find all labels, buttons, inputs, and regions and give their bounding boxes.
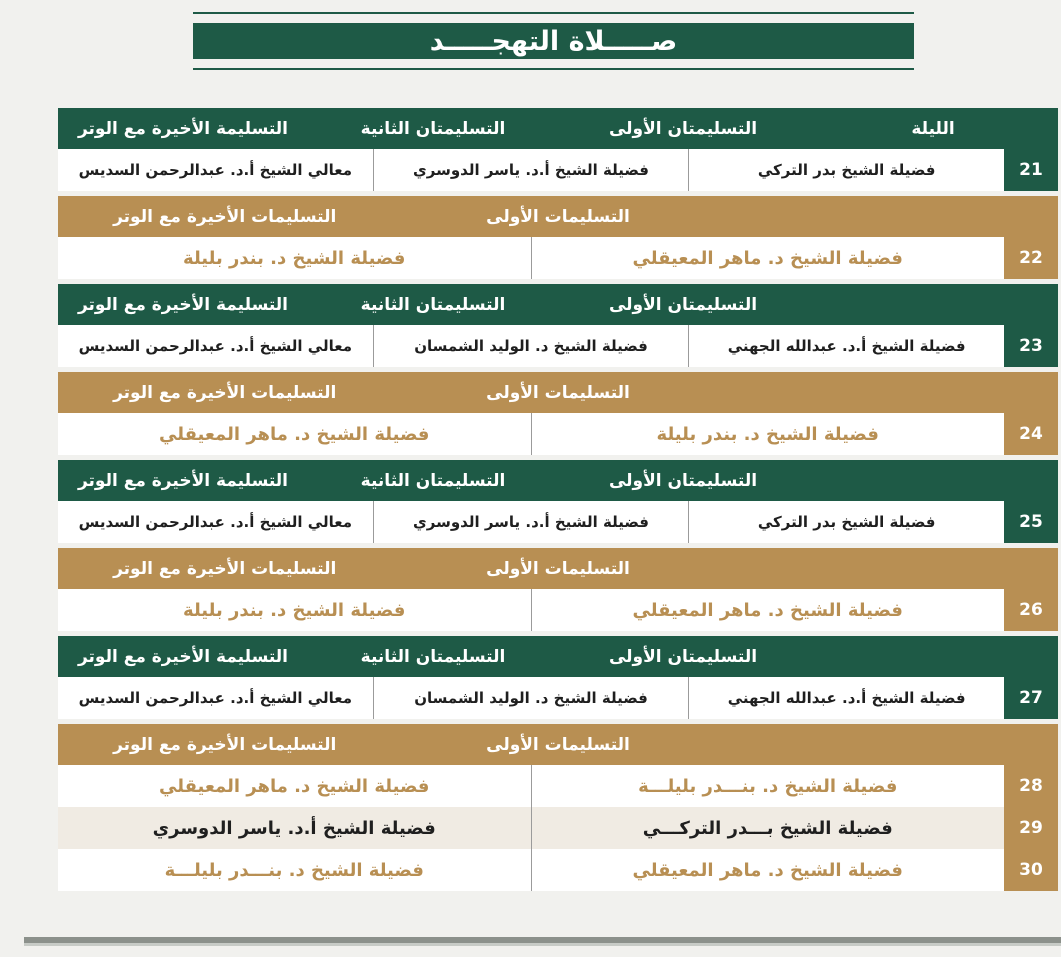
block-header-8 bbox=[58, 724, 1058, 765]
block-header-7 bbox=[58, 636, 1058, 677]
row-cells bbox=[58, 237, 1004, 279]
row-cells bbox=[58, 677, 1004, 719]
title-banner bbox=[193, 12, 914, 70]
night-number: 25 bbox=[1004, 501, 1058, 543]
night-number: 24 bbox=[1004, 413, 1058, 455]
imam-name-cell: فضيلة الشيخ أ.د. ياسر الدوسري bbox=[373, 149, 689, 191]
column-header: التسليمات الأخيرة مع الوتر bbox=[113, 206, 337, 227]
column-header: التسليمات الأخيرة مع الوتر bbox=[113, 382, 337, 403]
imam-name-cell: فضيلة الشيخ د. بندر بليلة bbox=[183, 247, 406, 269]
imam-name-cell: فضيلة الشيخ د. بنـــدر بليلـــة bbox=[531, 765, 1005, 807]
block-header-3 bbox=[58, 284, 1058, 325]
title-top-rule bbox=[193, 12, 914, 14]
schedule-table bbox=[58, 108, 1058, 891]
night-column-header: الليلة bbox=[911, 118, 955, 139]
table-row bbox=[58, 237, 1058, 279]
row-cells bbox=[58, 325, 1004, 367]
column-header: التسليمات الأخيرة مع الوتر bbox=[113, 734, 337, 755]
imam-name-cell: فضيلة الشيخ د. الوليد الشمسان bbox=[373, 677, 689, 719]
column-header: التسليمات الأولى bbox=[486, 382, 630, 403]
imam-name-cell: فضيلة الشيخ د. ماهر المعيقلي bbox=[159, 775, 430, 797]
night-number: 28 bbox=[1004, 765, 1058, 807]
imam-name-cell: فضيلة الشيخ بدر التركي bbox=[688, 501, 1004, 543]
imam-name-cell: فضيلة الشيخ د. ماهر المعيقلي bbox=[531, 237, 1005, 279]
imam-name-cell: فضيلة الشيخ د. الوليد الشمسان bbox=[373, 325, 689, 367]
row-cells bbox=[58, 149, 1004, 191]
imam-name-cell: فضيلة الشيخ د. بندر بليلة bbox=[531, 413, 1005, 455]
table-row bbox=[58, 325, 1058, 367]
night-number: 26 bbox=[1004, 589, 1058, 631]
night-number: 27 bbox=[1004, 677, 1058, 719]
imam-name-cell: فضيلة الشيخ أ.د. ياسر الدوسري bbox=[373, 501, 689, 543]
page-title: صـــــلاة التهجـــــد bbox=[193, 23, 914, 59]
column-header: التسليمتان الثانية bbox=[360, 646, 506, 667]
column-header: التسليمتان الثانية bbox=[360, 294, 506, 315]
table-row bbox=[58, 849, 1058, 891]
imam-name-cell: معالي الشيخ أ.د. عبدالرحمن السديس bbox=[78, 337, 352, 355]
block-header-4 bbox=[58, 372, 1058, 413]
block-header-2 bbox=[58, 196, 1058, 237]
title-bottom-rule bbox=[193, 68, 914, 70]
imam-name-cell: فضيلة الشيخ د. ماهر المعيقلي bbox=[531, 849, 1005, 891]
imam-name-cell: فضيلة الشيخ أ.د. عبدالله الجهني bbox=[688, 677, 1004, 719]
column-header: التسليمات الأولى bbox=[486, 558, 630, 579]
column-header: التسليمات الأولى bbox=[486, 206, 630, 227]
column-header: التسليمة الأخيرة مع الوتر bbox=[77, 470, 289, 491]
table-row bbox=[58, 677, 1058, 719]
column-header: التسليمة الأخيرة مع الوتر bbox=[77, 294, 289, 315]
column-header: التسليمات الأولى bbox=[486, 734, 630, 755]
imam-name-cell: فضيلة الشيخ أ.د. ياسر الدوسري bbox=[152, 817, 436, 839]
row-cells bbox=[58, 849, 1004, 891]
row-cells bbox=[58, 589, 1004, 631]
table-row bbox=[58, 765, 1058, 807]
imam-name-cell: فضيلة الشيخ د. بندر بليلة bbox=[183, 599, 406, 621]
block-header-5 bbox=[58, 460, 1058, 501]
column-header: التسليمات الأخيرة مع الوتر bbox=[113, 558, 337, 579]
block-header-1 bbox=[58, 108, 1058, 149]
night-number: 22 bbox=[1004, 237, 1058, 279]
column-header: التسليمتان الأولى bbox=[608, 118, 758, 139]
imam-name-cell: معالي الشيخ أ.د. عبدالرحمن السديس bbox=[78, 513, 352, 531]
row-cells bbox=[58, 765, 1004, 807]
row-cells bbox=[58, 413, 1004, 455]
column-header: التسليمتان الأولى bbox=[608, 470, 758, 491]
column-header: التسليمتان الأولى bbox=[608, 646, 758, 667]
row-cells bbox=[58, 501, 1004, 543]
table-row bbox=[58, 413, 1058, 455]
imam-name-cell: فضيلة الشيخ أ.د. عبدالله الجهني bbox=[688, 325, 1004, 367]
imam-name-cell: معالي الشيخ أ.د. عبدالرحمن السديس bbox=[78, 161, 352, 179]
block-header-6 bbox=[58, 548, 1058, 589]
row-cells bbox=[58, 807, 1004, 849]
column-header: التسليمة الأخيرة مع الوتر bbox=[77, 646, 289, 667]
imam-name-cell: فضيلة الشيخ بدر التركي bbox=[688, 149, 1004, 191]
imam-name-cell: فضيلة الشيخ د. ماهر المعيقلي bbox=[159, 423, 430, 445]
column-header: التسليمتان الثانية bbox=[360, 118, 506, 139]
column-header: التسليمتان الثانية bbox=[360, 470, 506, 491]
imam-name-cell: معالي الشيخ أ.د. عبدالرحمن السديس bbox=[78, 689, 352, 707]
imam-name-cell: فضيلة الشيخ بـــدر التركـــي bbox=[531, 807, 1005, 849]
table-row bbox=[58, 501, 1058, 543]
column-header: التسليمتان الأولى bbox=[608, 294, 758, 315]
table-row bbox=[58, 807, 1058, 849]
bottom-divider-shadow bbox=[24, 943, 1061, 946]
table-row bbox=[58, 149, 1058, 191]
night-number: 21 bbox=[1004, 149, 1058, 191]
night-number: 23 bbox=[1004, 325, 1058, 367]
night-number: 29 bbox=[1004, 807, 1058, 849]
night-number: 30 bbox=[1004, 849, 1058, 891]
column-header: التسليمة الأخيرة مع الوتر bbox=[77, 118, 289, 139]
table-row bbox=[58, 589, 1058, 631]
imam-name-cell: فضيلة الشيخ د. ماهر المعيقلي bbox=[531, 589, 1005, 631]
imam-name-cell: فضيلة الشيخ د. بنـــدر بليلـــة bbox=[164, 859, 424, 881]
